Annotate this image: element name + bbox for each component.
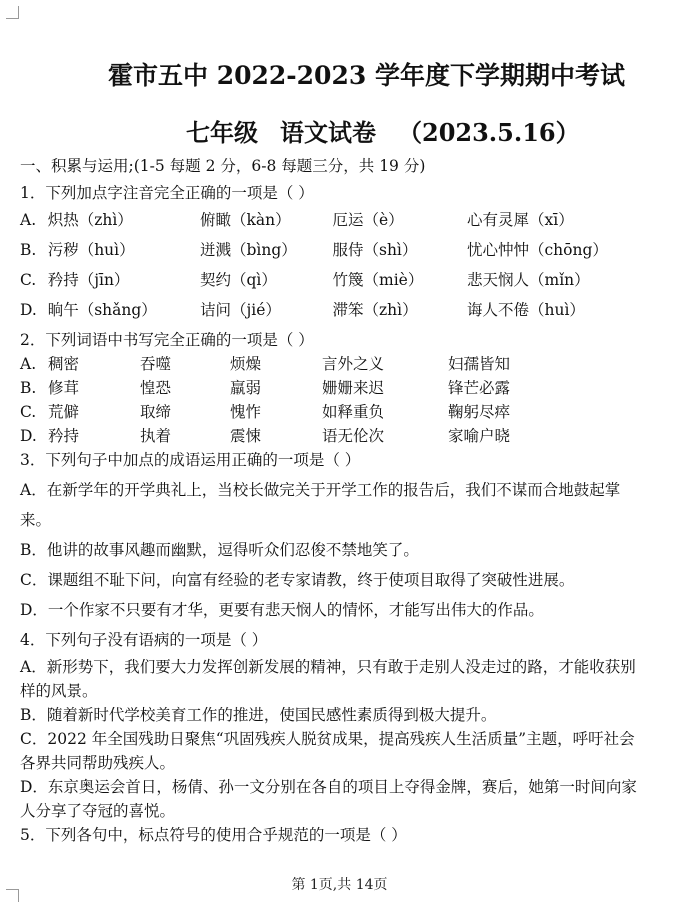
question-4-stem: 4．下列句子没有语病的一项是（ ） xyxy=(20,631,268,649)
option-item: 稠密 xyxy=(48,355,80,373)
option-item: 心有灵犀（xī） xyxy=(467,211,574,229)
option-item: 忧心忡忡（chōng） xyxy=(467,241,608,259)
question-1-option-a xyxy=(20,205,645,235)
question-1-option-c xyxy=(20,265,645,295)
question-4-option-a: A．新形势下，我们要大力发挥创新发展的精神，只有敢于走别人没走过的路，才能收获别样的风景。 xyxy=(20,658,636,700)
option-item: 矜持 xyxy=(48,427,80,445)
question-1-option-b xyxy=(20,235,645,265)
grade-label: 七年级 xyxy=(186,118,258,147)
question-3-option-c: C．课题组不耻下问，向富有经验的老专家请教，终于使项目取得了突破性进展。 xyxy=(20,571,575,589)
question-4-option-d: D．东京奥运会首日，杨倩、孙一文分别在各自的项目上夺得金牌，赛后，她第一时间向家人分享了夺冠的喜悦。 xyxy=(20,778,637,820)
option-item: 晌午（shǎng） xyxy=(47,301,157,319)
option-item: 如释重负 xyxy=(322,403,385,421)
option-item: 滞笨（zhì） xyxy=(332,301,418,319)
question-2-option-a xyxy=(20,352,645,376)
option-item: 诲人不倦（huì） xyxy=(467,301,585,319)
question-3-stem: 3．下列句子中加点的成语运用正确的一项是（ ） xyxy=(20,451,361,469)
crop-mark-top-left xyxy=(6,6,19,19)
exam-content xyxy=(20,154,645,847)
question-4-option-c: C．2022 年全国残助日聚焦“巩固残疾人脱贫成果，提高残疾人生活质量”主题，呼吁社会各界共同帮助残疾人。 xyxy=(20,730,635,772)
option-item: 鞠躬尽瘁 xyxy=(448,403,511,421)
option-item: 厄运（è） xyxy=(332,211,404,229)
question-1-option-d xyxy=(20,295,645,325)
exam-title: 霍市五中 2022-2023 学年度下学期期中考试 xyxy=(108,61,625,90)
option-item: 契约（qì） xyxy=(199,271,277,289)
option-item: 竹篾（miè） xyxy=(332,271,424,289)
section-heading: 一、积累与运用;(1-5 每题 2 分，6-8 每题三分，共 19 分) xyxy=(20,157,426,175)
option-item: 悲天悯人（mǐn） xyxy=(467,271,590,289)
exam-subtitle xyxy=(186,113,602,148)
subject-label: 语文试卷 xyxy=(280,118,376,147)
option-label: B. xyxy=(20,241,37,259)
question-2-option-b xyxy=(20,376,645,400)
option-item: 羸弱 xyxy=(230,379,262,397)
question-2-stem: 2．下列词语中书写完全正确的一项是（ ） xyxy=(20,331,314,349)
option-item: 诘问（jié） xyxy=(199,301,281,319)
option-item: 修茸 xyxy=(48,379,80,397)
option-item: 执着 xyxy=(140,427,172,445)
option-label: C. xyxy=(20,271,37,289)
option-item: 矜持（jīn） xyxy=(47,271,130,289)
option-item: 语无伦次 xyxy=(322,427,385,445)
question-4-option-b: B．随着新时代学校美育工作的推进，使国民感性素质得到极大提升。 xyxy=(20,706,497,724)
question-3-option-a: A．在新学年的开学典礼上，当校长做完关于开学工作的报告后，我们不谋而合地鼓起掌来。 xyxy=(20,481,621,529)
question-5-stem: 5．下列各句中，标点符号的使用合乎规范的一项是（ ） xyxy=(20,826,407,844)
option-item: 荒僻 xyxy=(48,403,80,421)
question-2-option-d xyxy=(20,424,645,448)
option-item: 服侍（shì） xyxy=(332,241,418,259)
option-item: 惶恐 xyxy=(140,379,172,397)
option-label: B. xyxy=(20,379,37,397)
page-footer: 第 1页,共 14页 xyxy=(291,877,388,893)
option-item: 迸溅（bìng） xyxy=(199,241,297,259)
option-item: 家喻户晓 xyxy=(448,427,511,445)
option-item: 污秽（huì） xyxy=(47,241,135,259)
option-item: 妇孺皆知 xyxy=(448,355,511,373)
option-label: D. xyxy=(20,301,37,319)
option-item: 俯瞰（kàn） xyxy=(199,211,291,229)
option-item: 言外之义 xyxy=(322,355,385,373)
option-label: C. xyxy=(20,403,37,421)
option-label: A. xyxy=(20,211,37,229)
exam-date: （2023.5.16） xyxy=(398,118,580,147)
question-3-option-d: D．一个作家不只要有才华，更要有悲天悯人的情怀，才能写出伟大的作品。 xyxy=(20,601,544,619)
option-item: 烦燥 xyxy=(230,355,262,373)
option-item: 吞噬 xyxy=(140,355,172,373)
question-2-option-c xyxy=(20,400,645,424)
question-2-options xyxy=(20,352,645,448)
option-item: 愧怍 xyxy=(230,403,262,421)
option-item: 取缔 xyxy=(140,403,172,421)
option-item: 震悚 xyxy=(230,427,262,445)
question-1-options xyxy=(20,205,645,325)
option-label: A. xyxy=(20,355,37,373)
option-item: 锋芒必露 xyxy=(448,379,511,397)
option-item: 姗姗来迟 xyxy=(322,379,385,397)
option-label: D. xyxy=(20,427,37,445)
option-item: 炽热（zhì） xyxy=(47,211,133,229)
question-3-option-b: B．他讲的故事风趣而幽默，逗得听众们忍俊不禁地笑了。 xyxy=(20,541,419,559)
question-1-stem: 1．下列加点字注音完全正确的一项是（ ） xyxy=(20,184,314,202)
